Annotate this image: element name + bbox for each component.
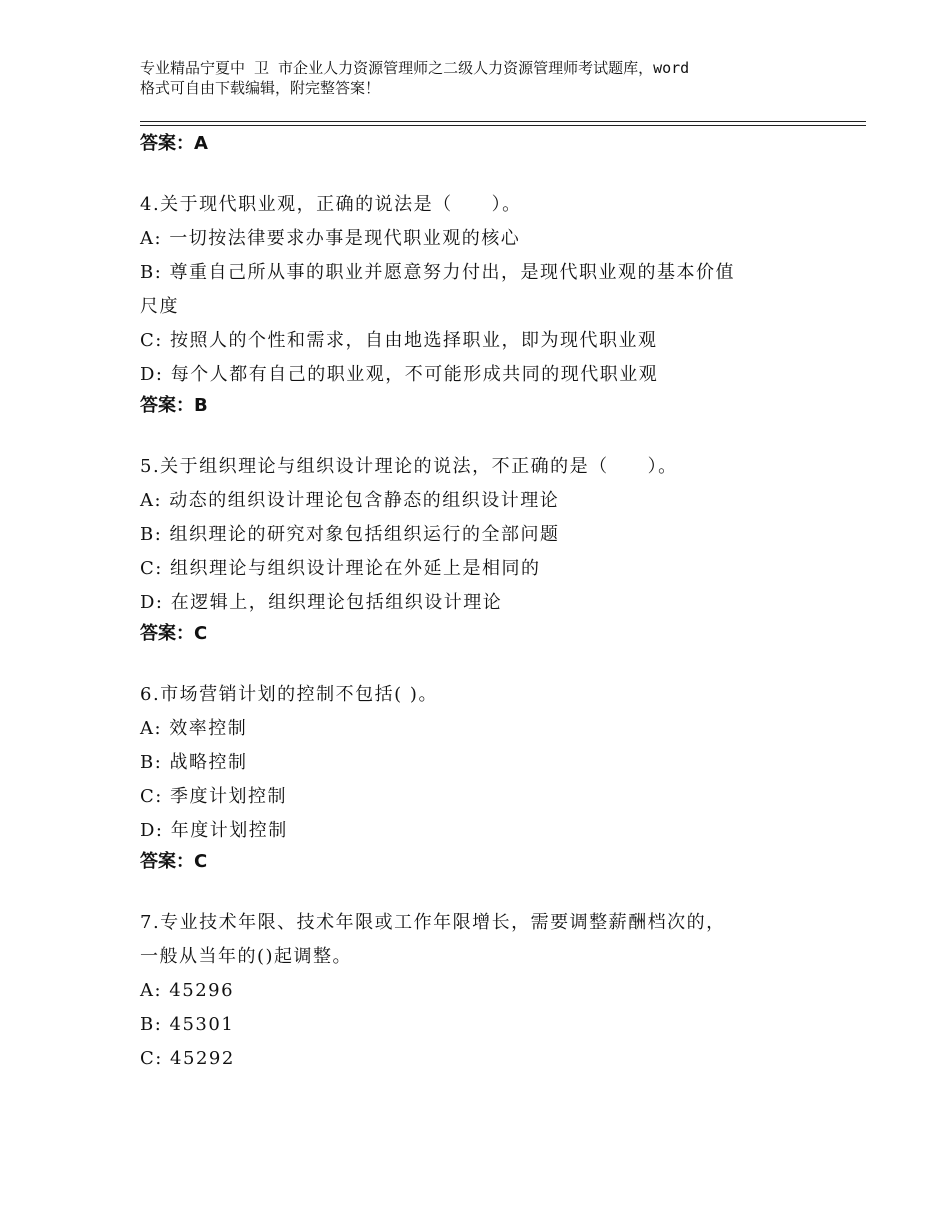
answer-label: 答案：A — [140, 133, 208, 154]
answer-label: 答案：C — [140, 623, 208, 644]
header-line-2: 格式可自由下载编辑，附完整答案！ — [140, 79, 381, 97]
question-stem: 一般从当年的()起调整。 — [140, 946, 353, 967]
option-line: A: 动态的组织设计理论包含静态的组织设计理论 — [140, 490, 560, 511]
option-line: B: 尊重自己所从事的职业并愿意努力付出，是现代职业观的基本价值 — [140, 262, 736, 283]
option-line: C: 按照人的个性和需求，自由地选择职业，即为现代职业观 — [140, 330, 658, 351]
answer-label: 答案：B — [140, 395, 208, 416]
option-line: B: 战略控制 — [140, 752, 248, 773]
question-stem: 5.关于组织理论与组织设计理论的说法，不正确的是（ ）。 — [140, 456, 678, 477]
question-stem: 4.关于现代职业观，正确的说法是（ ）。 — [140, 194, 522, 215]
header-rule-top — [140, 121, 866, 122]
document-header — [140, 58, 830, 98]
header-rule-bottom — [140, 125, 866, 126]
answer-label: 答案：C — [140, 851, 208, 872]
header-line-1: 专业精品宁夏中 卫 市企业人力资源管理师之二级人力资源管理师考试题库，word — [140, 59, 690, 77]
option-line: D: 在逻辑上，组织理论包括组织设计理论 — [140, 592, 503, 613]
option-line: A: 效率控制 — [140, 718, 248, 739]
document-body — [140, 130, 840, 1076]
option-line: C: 45292 — [140, 1048, 235, 1069]
option-line: D: 年度计划控制 — [140, 820, 288, 841]
option-line: A: 一切按法律要求办事是现代职业观的核心 — [140, 228, 521, 249]
question-block — [140, 678, 840, 876]
question-block — [140, 450, 840, 648]
option-line: C: 季度计划控制 — [140, 786, 288, 807]
question-list — [140, 188, 840, 1076]
option-line: B: 45301 — [140, 1014, 235, 1035]
question-stem: 6.市场营销计划的控制不包括( )。 — [140, 684, 438, 705]
question-block — [140, 906, 840, 1076]
option-line: D: 每个人都有自己的职业观，不可能形成共同的现代职业观 — [140, 364, 659, 385]
question-block — [140, 188, 840, 420]
option-line: A: 45296 — [140, 980, 235, 1001]
option-line: B: 组织理论的研究对象包括组织运行的全部问题 — [140, 524, 560, 545]
option-line: 尺度 — [140, 296, 179, 317]
question-stem: 7.专业技术年限、技术年限或工作年限增长，需要调整薪酬档次的， — [140, 912, 726, 933]
option-line: C: 组织理论与组织设计理论在外延上是相同的 — [140, 558, 541, 579]
